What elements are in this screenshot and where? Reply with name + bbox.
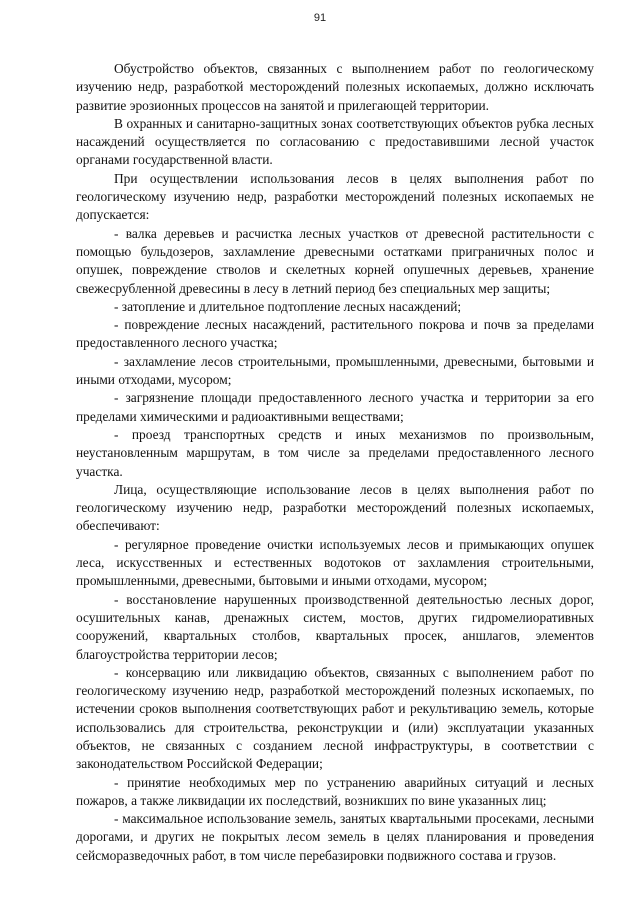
list-item-littering: - захламление лесов строительными, промышленными, древесными, бытовыми и иными отходами, мусором; bbox=[76, 353, 594, 388]
list-item-emergency-measures: - принятие необходимых мер по устранению аварийных ситуаций и лесных пожаров, а также ликвидации их последствий, возникших по вине указанных лиц; bbox=[76, 774, 594, 808]
list-item-vehicle-passage: - проезд транспортных средств и иных механизмов по произвольным, неустановленным маршрутам, в том числе за пределами предоставленного лесного участка. bbox=[76, 426, 594, 479]
paragraph-prohibitions-intro: При осуществлении использования лесов в целях выполнения работ по геологическому изучению недр, разработки месторождений полезных ископаемых не допускается: bbox=[76, 170, 594, 223]
list-item-restoration: - восстановление нарушенных производственной деятельностью лесных дорог, осушительных канав, дренажных систем, мостов, других гидромелиоративных сооружений, квартальных столбов, квартальных просек, аншлагов, элементов благоустройства территории лесов; bbox=[76, 591, 594, 662]
list-item-cleaning: - регулярное проведение очистки используемых лесов и примыкающих опушек леса, искусственных и естественных водотоков от захламления строительными, промышленными, древесными, бытовыми и иными отходами, мусором; bbox=[76, 536, 594, 589]
list-item-pollution: - загрязнение площади предоставленного лесного участка и территории за его пределами химическими и радиоактивными веществами; bbox=[76, 390, 594, 424]
list-item-tree-felling: - валка деревьев и расчистка лесных участков от древесной растительности с помощью бульдозеров, захламление древесными остатками приграничных полос и опушек, повреждение стволов и скелетных корней опушечных деревьев, хранение свежесрубленной древесины в лесу в летний период без специальных мер защиты; bbox=[76, 225, 594, 296]
list-item-land-use: - максимальное использование земель, занятых квартальными просеками, лесными дорогами, и других не покрытых лесом земель в целях планирования и проведения сейсморазведочных работ, в том числе перебазировки подвижного состава и грузов. bbox=[76, 811, 594, 863]
list-item-vegetation-damage: - повреждение лесных насаждений, растительного покрова и почв за пределами предоставленного лесного участка; bbox=[76, 317, 594, 351]
paragraph-earthworks: Обустройство объектов, связанных с выполнением работ по геологическому изучению недр, разработкой месторождений полезных ископаемых, должно исключать развитие эрозионных процессов на занятой и прилегающей территории. bbox=[76, 61, 594, 113]
page-number: 91 bbox=[313, 12, 327, 24]
list-item-flooding: - затопление и длительное подтопление лесных насаждений; bbox=[114, 298, 462, 314]
document-body bbox=[76, 60, 594, 865]
list-item-conservation: - консервацию или ликвидацию объектов, связанных с выполнением работ по геологическому изучению недр, разработкой месторождений полезных ископаемых, по истечении сроков выполнения соответствующих работ и рекультивацию земель, которые использовались для строительства, реконструкции и (или) эксплуатации указанных объектов, не связанных с созданием лесной инфраструктуры, в соответствии с законодательством Российской Федерации; bbox=[76, 664, 594, 772]
paragraph-protected-zones: В охранных и санитарно-защитных зонах соответствующих объектов рубка лесных насаждений осуществляется по согласованию с предоставившими лесной участок органами государственной власти. bbox=[76, 115, 594, 168]
paragraph-obligations-intro: Лица, осуществляющие использование лесов в целях выполнения работ по геологическому изучению недр, разработки месторождений полезных ископаемых, обеспечивают: bbox=[76, 481, 594, 534]
